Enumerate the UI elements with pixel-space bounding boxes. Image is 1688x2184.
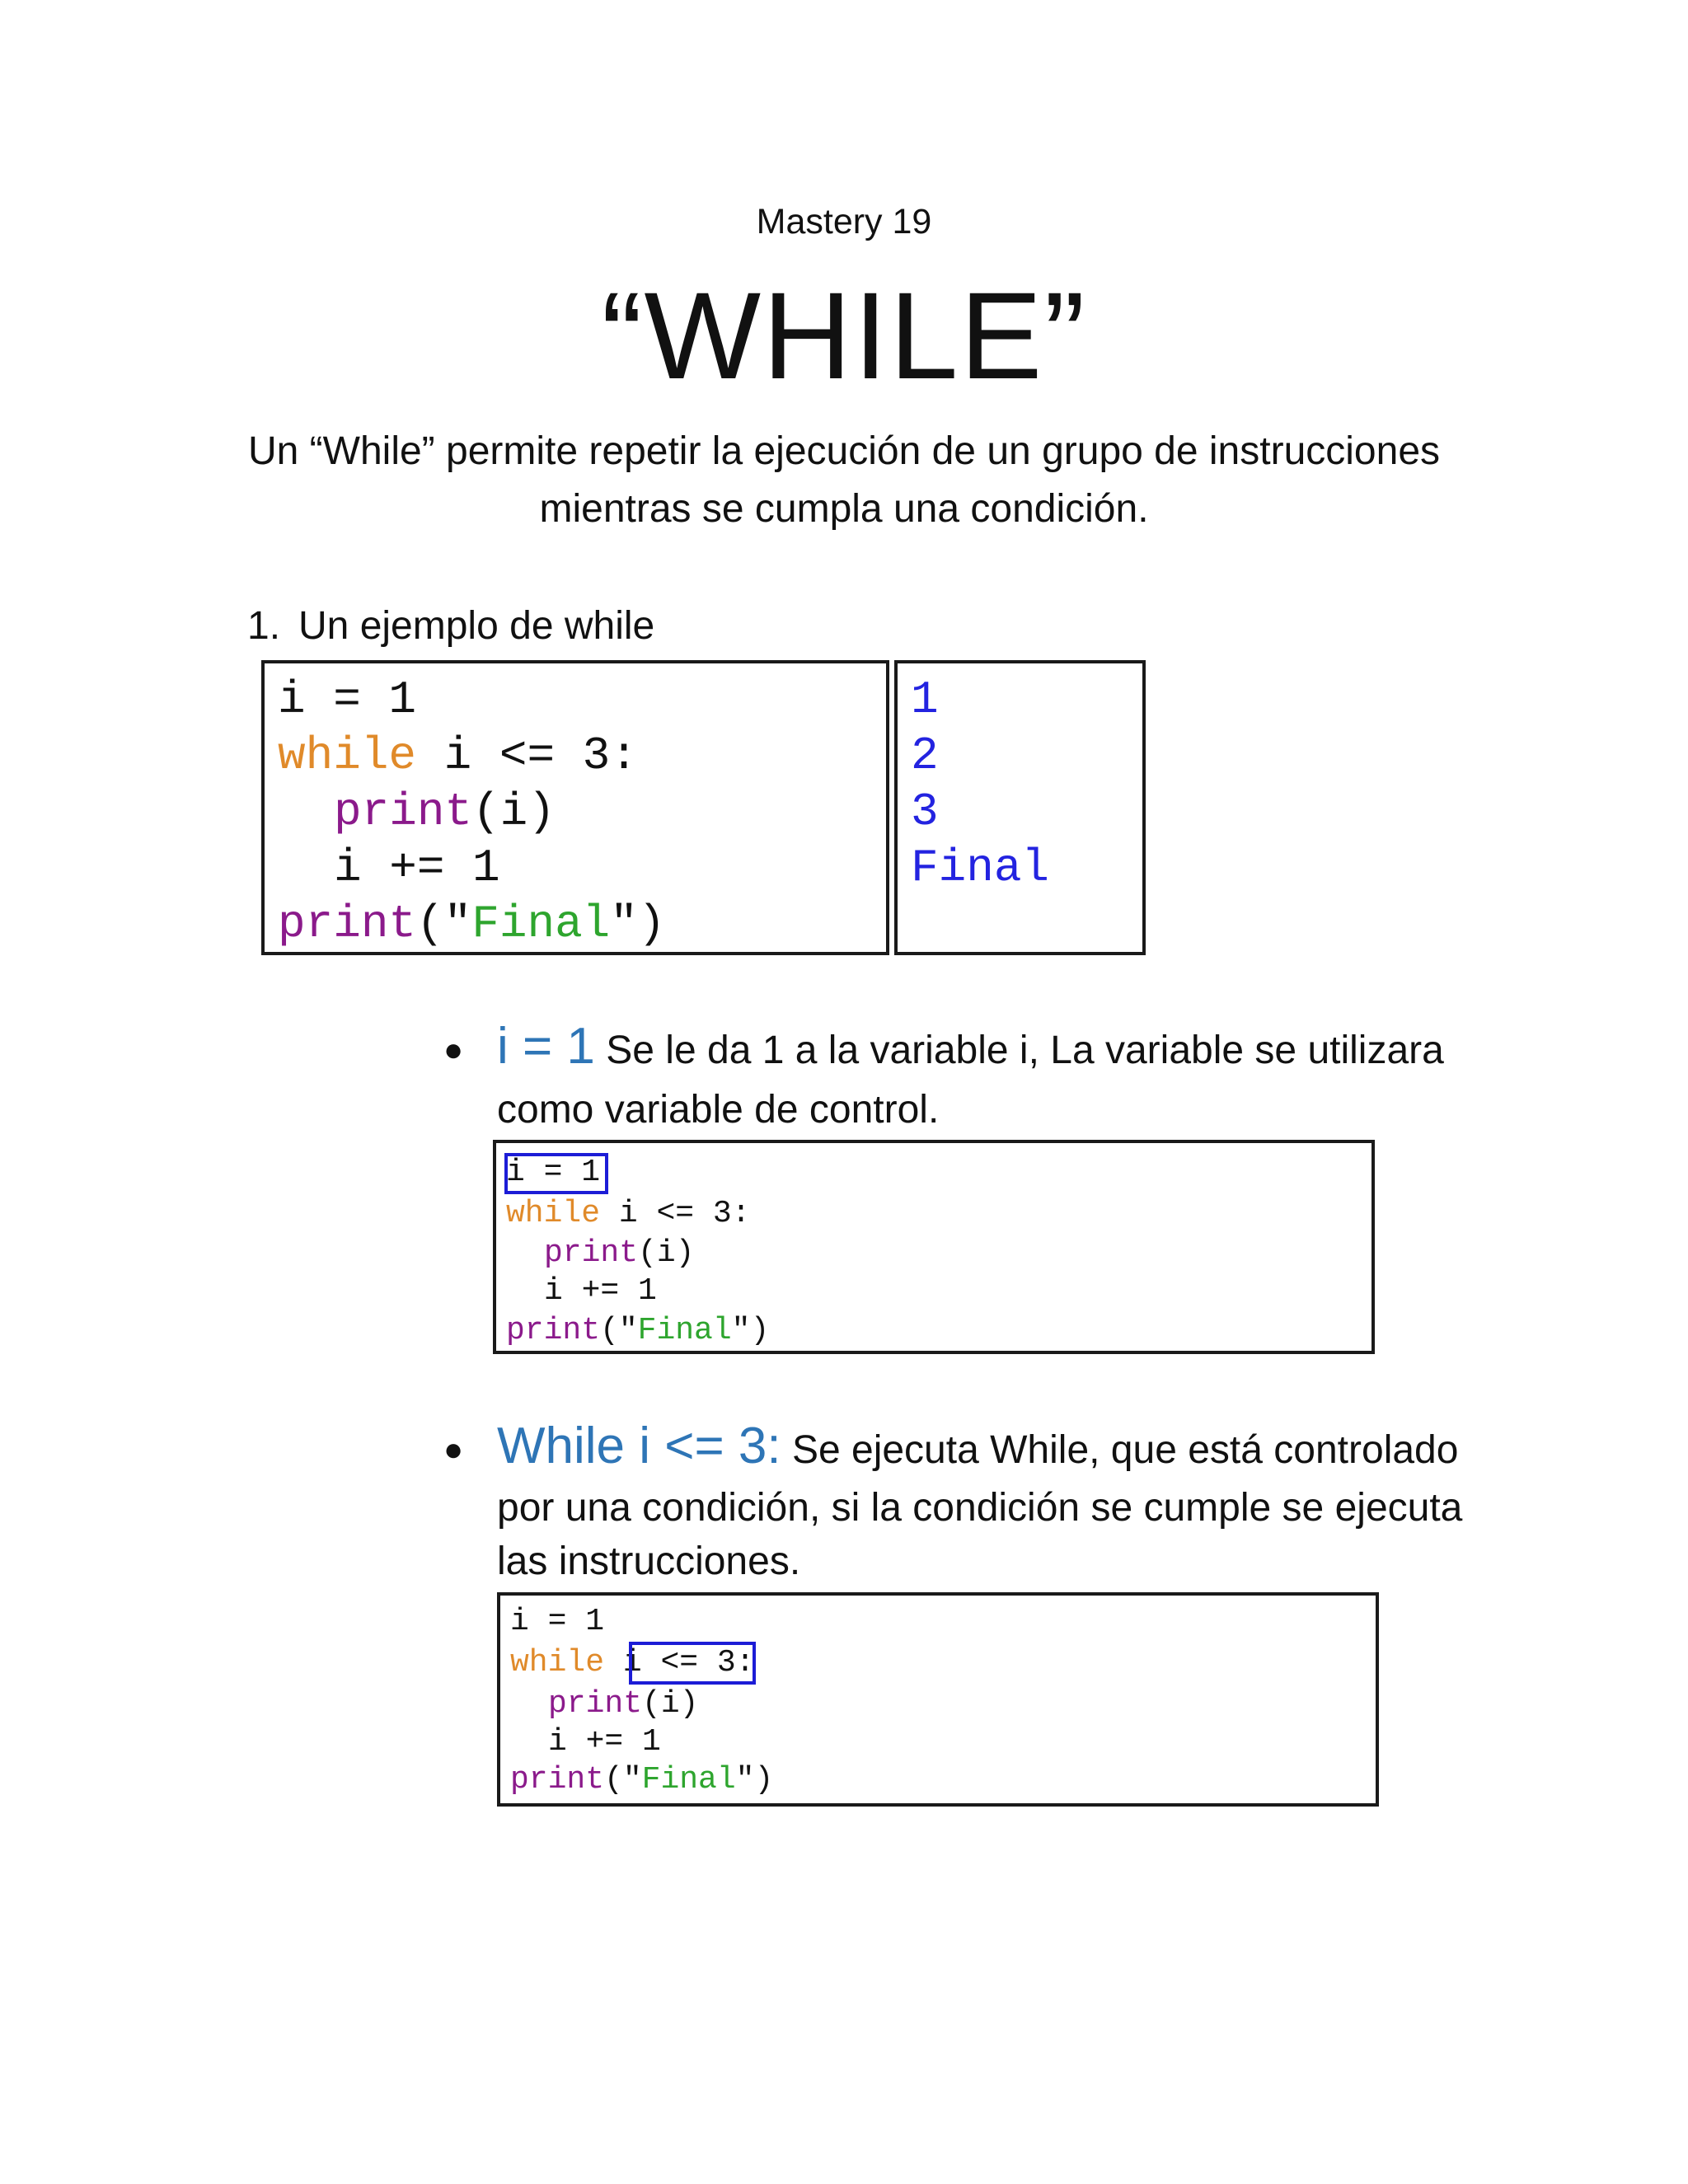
code-line: while i <= 3: [506, 1196, 751, 1231]
selection-highlight-box [504, 1153, 608, 1194]
intro-line-1: Un “While” permite repetir la ejecución de un grupo de instrucciones [247, 429, 1441, 473]
document-subtitle: Mastery 19 [756, 202, 932, 241]
code-line: while i <= 3: [510, 1645, 755, 1680]
code-line: print("Final") [510, 1762, 774, 1797]
document-title: “WHILE” [601, 266, 1087, 405]
code-line: print(i) [334, 785, 556, 838]
code-snippet-box-2 [497, 1592, 1379, 1807]
code-line: i = 1 [278, 673, 417, 726]
section-heading-text: Un ejemplo de while [298, 604, 655, 648]
code-line: print(i) [548, 1686, 699, 1722]
bullet-1-line-2: como variable de control. [497, 1088, 940, 1132]
output-line: 3 [911, 785, 939, 838]
bullet-1-highlight: i = 1 [497, 1018, 595, 1075]
bullet-icon: ● [443, 1432, 464, 1468]
bullet-2-highlight: While i <= 3: [497, 1418, 781, 1474]
section-heading [247, 602, 654, 651]
code-line: i = 1 [506, 1155, 601, 1190]
code-snippet-box-1 [493, 1140, 1375, 1354]
bullet-2-line-2: por una condición, si la condición se cumple se ejecuta [497, 1486, 1463, 1530]
code-line: print(i) [544, 1235, 695, 1271]
bullet-2-line-3: las instrucciones. [497, 1540, 801, 1583]
code-example-box [261, 660, 889, 955]
code-line: i += 1 [544, 1273, 657, 1309]
section-number: 1. [247, 604, 281, 648]
code-line: print("Final") [278, 898, 666, 950]
intro-line-2: mientras se cumpla una condición. [539, 487, 1149, 531]
output-box [894, 660, 1146, 955]
output-line: 2 [911, 729, 939, 782]
bullet-1-line-1: i = 1 Se le da 1 a la variable i, La variable se utilizara [497, 1018, 1444, 1075]
code-line: i += 1 [548, 1724, 661, 1760]
bullet-2-line-1: While i <= 3: Se ejecuta While, que está controlado [497, 1418, 1459, 1474]
code-line: print("Final") [506, 1313, 770, 1348]
selection-highlight-box [629, 1642, 756, 1685]
bullet-icon: ● [443, 1032, 464, 1068]
code-line: i += 1 [334, 841, 500, 894]
code-line: i = 1 [510, 1604, 605, 1639]
output-line: Final [911, 841, 1050, 894]
code-line: while i <= 3: [278, 729, 638, 782]
output-line: 1 [911, 673, 939, 726]
